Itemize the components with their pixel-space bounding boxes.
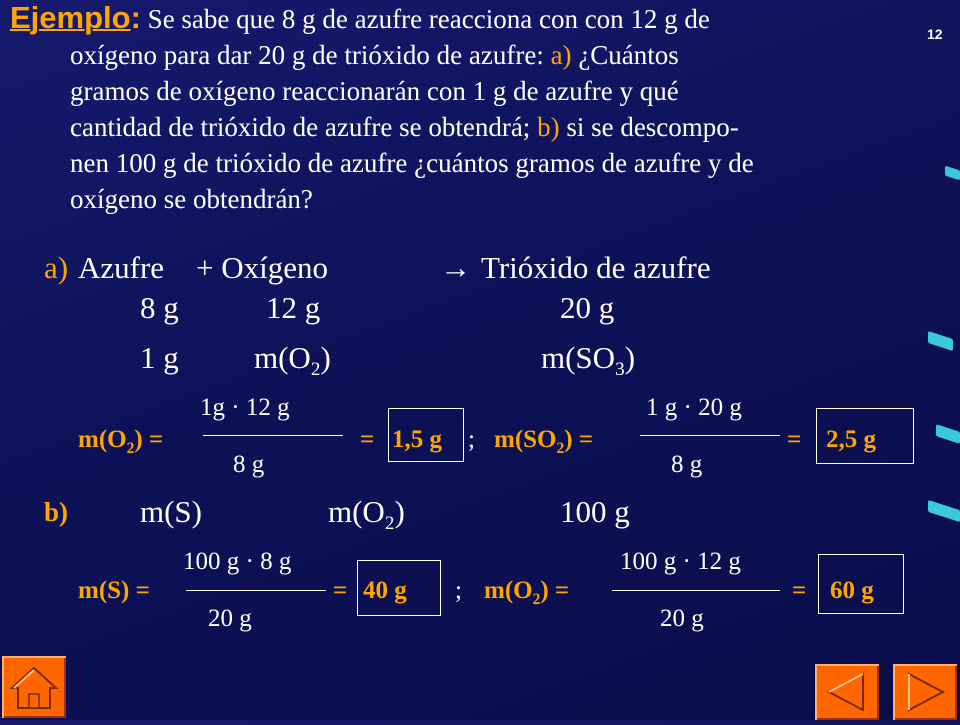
row2-trioxido: $m(SO_3)$ bbox=[541, 340, 636, 381]
intro-paragraph bbox=[10, 0, 950, 217]
eq-b2-denominator: 20 g bbox=[660, 605, 704, 632]
intro-b-label: b) bbox=[537, 112, 560, 142]
eq-a2-equals: = bbox=[787, 426, 802, 453]
intro-line-2: oxígeno para dar 20 g de trióxido de azufre: bbox=[70, 40, 551, 70]
b-row-trioxido: 100 g bbox=[560, 494, 630, 529]
eq-b2-lhs: $m(O_2)$ = bbox=[484, 577, 570, 608]
row1-oxigeno: 12 g bbox=[266, 290, 321, 325]
row2-azufre: 1 g bbox=[140, 340, 179, 375]
eq-a1-fraction-bar bbox=[203, 435, 343, 436]
row1-azufre: 8 g bbox=[140, 290, 179, 325]
reaction-oxigeno: + Oxígeno bbox=[196, 250, 328, 285]
eq-a2-denominator: 8 g bbox=[671, 451, 703, 478]
intro-line-5: nen 100 g de trióxido de azufre ¿cuántos gramos de azufre y de bbox=[70, 148, 754, 178]
reaction-trioxido: Trióxido de azufre bbox=[481, 250, 711, 285]
title: Ejemplo bbox=[10, 0, 131, 35]
eq-b1-equals: = bbox=[333, 577, 348, 604]
eq-a1-numerator: 1g · 12 g bbox=[200, 394, 290, 421]
intro-line-1: Se sabe que 8 g de azufre reacciona con con 12 g de bbox=[140, 4, 710, 34]
intro-line-3: gramos de oxígeno reaccionarán con 1 g de azufre y qué bbox=[70, 76, 679, 106]
reaction-azufre: Azufre bbox=[78, 250, 165, 285]
row1-trioxido: 20 g bbox=[560, 290, 615, 325]
eq-a1-result: 1,5 g bbox=[392, 426, 442, 453]
intro-line-4b: si se descompo- bbox=[559, 112, 739, 142]
next-slide-button[interactable] bbox=[893, 664, 957, 720]
row2-oxigeno: $m(O_2)$ bbox=[254, 340, 331, 381]
b-row-azufre: m(S) bbox=[140, 494, 202, 529]
eq-a2-numerator: 1 g · 20 g bbox=[646, 394, 742, 421]
intro-line-6: oxígeno se obtendrán? bbox=[70, 184, 313, 214]
eq-b2-fraction-bar bbox=[612, 590, 780, 591]
b-row-oxigeno: $m(O_2)$ bbox=[328, 494, 405, 535]
part-b-label: b) bbox=[44, 497, 69, 527]
eq-b2-result: 60 g bbox=[830, 577, 874, 604]
intro-line-2b: ¿Cuántos bbox=[571, 40, 679, 70]
triangle-right-icon bbox=[893, 664, 957, 720]
title-colon: : bbox=[130, 0, 141, 35]
home-button[interactable] bbox=[2, 656, 66, 718]
reaction-arrow: → bbox=[440, 250, 471, 285]
eq-b1-numerator: 100 g · 8 g bbox=[183, 548, 292, 575]
triangle-left-icon bbox=[815, 664, 879, 720]
eq-a1-lhs: $m(O_2)$ = bbox=[78, 426, 164, 457]
intro-line-4: cantidad de trióxido de azufre se obtendrá; bbox=[70, 112, 538, 142]
eq-a1-denominator: 8 g bbox=[233, 451, 265, 478]
home-icon bbox=[2, 656, 66, 718]
decorative-stripe bbox=[928, 331, 953, 351]
eq-a2-lhs: $m(SO_2)$ = bbox=[494, 426, 594, 457]
previous-slide-button[interactable] bbox=[815, 664, 879, 720]
eq-b1-result: 40 g bbox=[363, 577, 407, 604]
eq-b1-fraction-bar bbox=[186, 590, 326, 591]
eq-b2-equals: = bbox=[792, 577, 807, 604]
decorative-stripe bbox=[928, 500, 960, 522]
eq-b-separator: ; bbox=[455, 577, 462, 604]
eq-a2-result: 2,5 g bbox=[826, 426, 876, 453]
intro-a-label: a) bbox=[550, 40, 572, 70]
eq-a1-equals: = bbox=[360, 426, 375, 453]
part-a-label: a) bbox=[44, 250, 69, 285]
eq-b2-numerator: 100 g · 12 g bbox=[620, 548, 741, 575]
eq-a2-fraction-bar bbox=[640, 435, 780, 436]
eq-a-separator: ; bbox=[468, 426, 475, 453]
slide-number: 12 bbox=[927, 26, 943, 42]
eq-b1-lhs: m(S) = bbox=[78, 577, 150, 604]
decorative-stripe bbox=[936, 424, 960, 444]
eq-b1-denominator: 20 g bbox=[208, 605, 252, 632]
